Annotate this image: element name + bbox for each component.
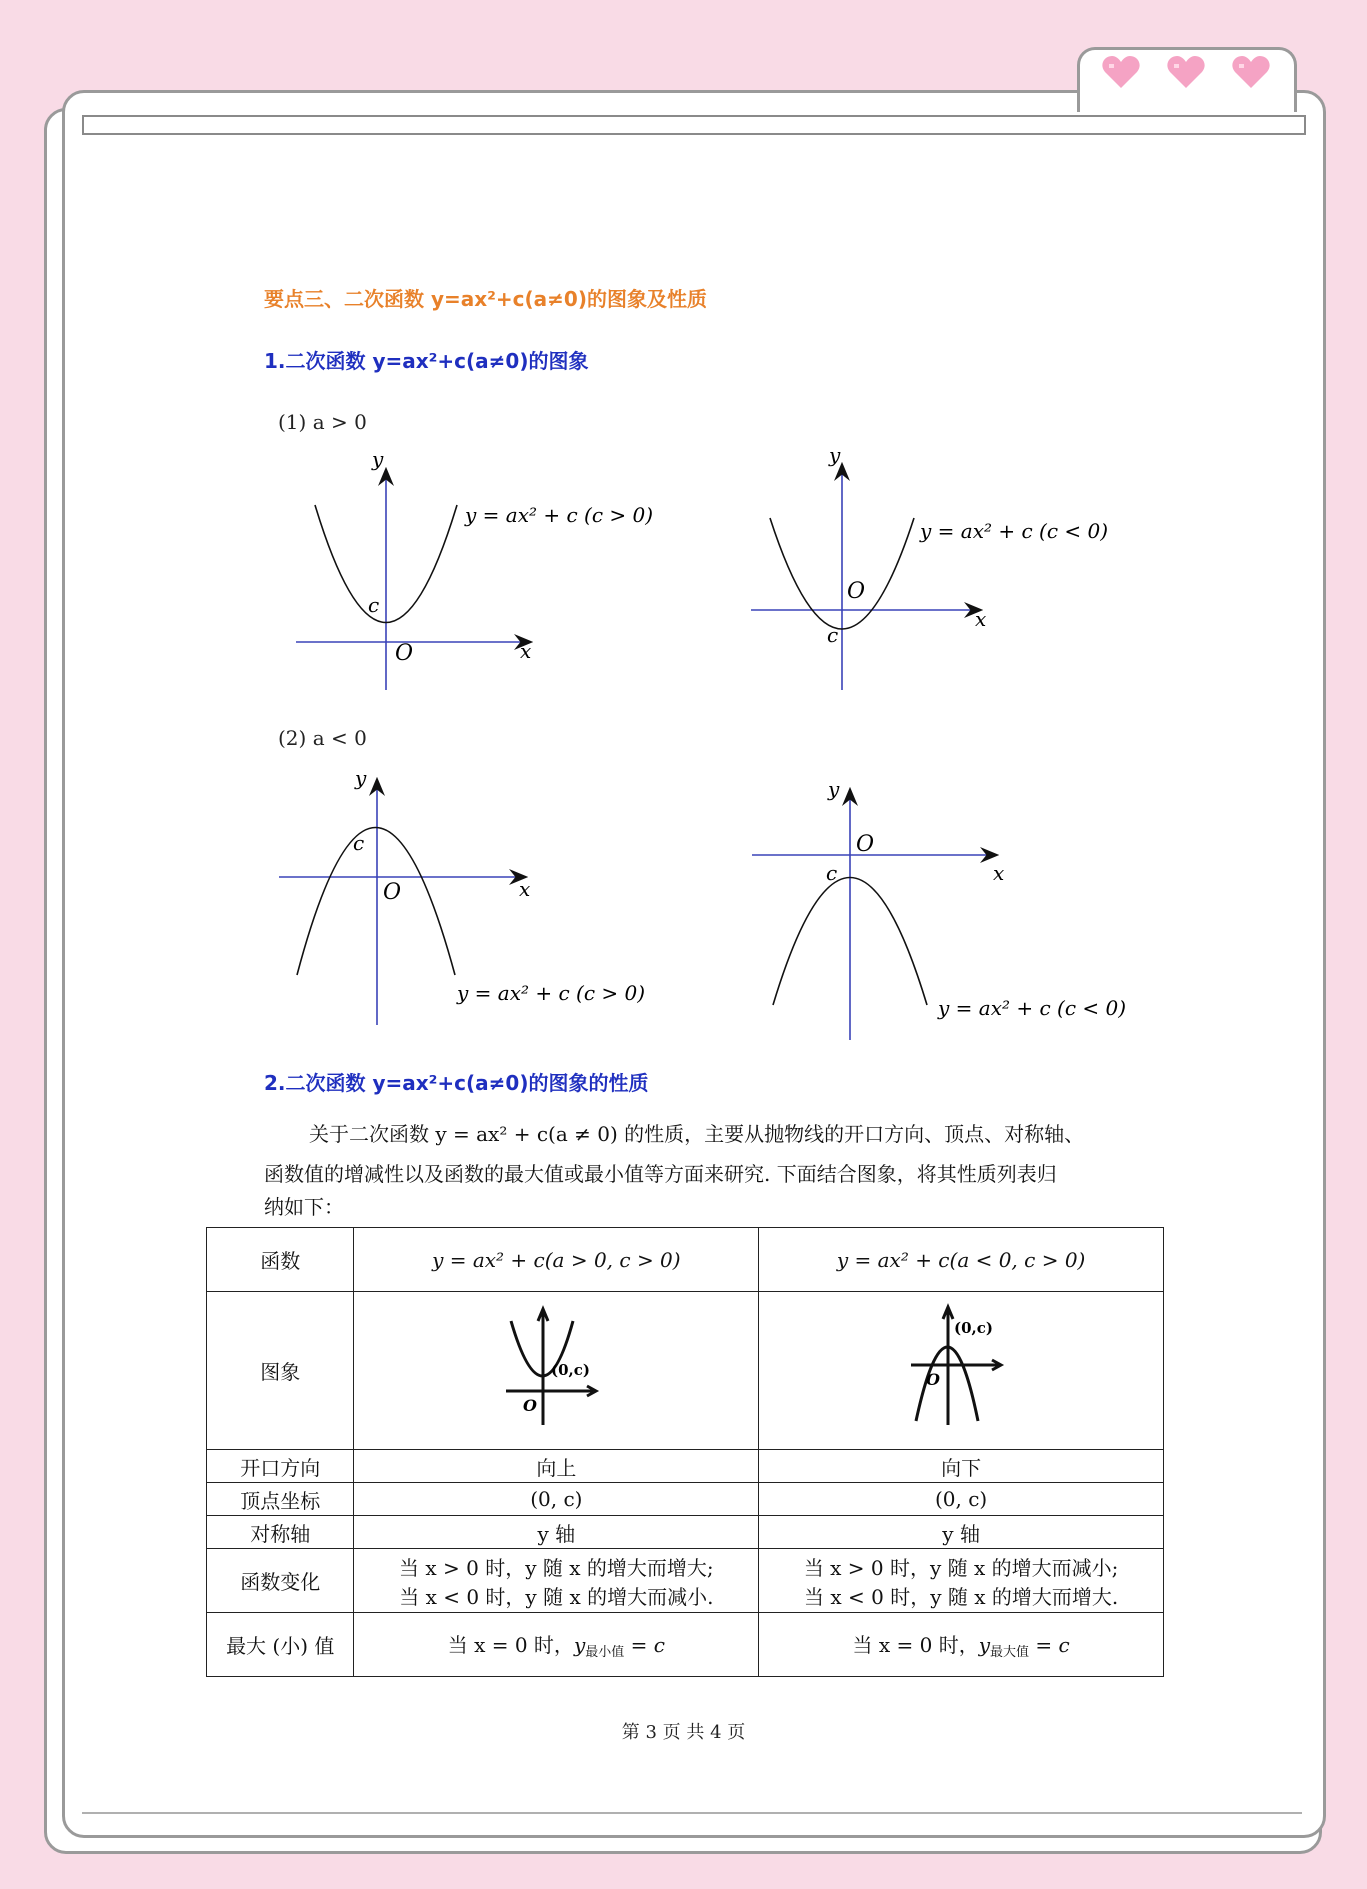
subheading-properties: 2.二次函数 y=ax²+c(a≠0)的图象的性质	[264, 1071, 649, 1095]
c-label: c	[368, 593, 380, 617]
origin-label: O	[395, 641, 414, 666]
paragraph-line: 关于二次函数 y = ax² + c(a ≠ 0) 的性质，主要从抛物线的开口方向、顶点、对称轴、	[309, 1122, 1085, 1146]
table-row	[207, 1228, 1164, 1292]
row-header: 函数变化	[207, 1549, 354, 1613]
case-label-a-positive: (1) a > 0	[278, 410, 367, 434]
table-row	[207, 1450, 1164, 1483]
page-number: 第 3 页 共 4 页	[621, 1722, 746, 1743]
table-cell: y 轴	[354, 1516, 759, 1549]
heart-icon	[1166, 54, 1206, 90]
row-header: 开口方向	[207, 1450, 354, 1483]
cell-text: = c	[624, 1633, 665, 1657]
row-header: 图象	[207, 1292, 354, 1450]
col-header-formula: y = ax² + c(a < 0, c > 0)	[759, 1228, 1164, 1292]
y-axis-label: y	[372, 447, 384, 471]
cell-line: 当 x < 0 时，y 随 x 的增大而增大.	[804, 1584, 1119, 1609]
cell-text: 当 x = 0 时，	[447, 1633, 574, 1657]
subheading-graphs: 1.二次函数 y=ax²+c(a≠0)的图象	[264, 349, 589, 373]
table-cell: 向下	[759, 1450, 1164, 1483]
table-row	[207, 1292, 1164, 1450]
cell-text: = c	[1029, 1633, 1070, 1657]
intro-paragraph	[264, 1114, 1144, 1220]
paragraph-line: 纳如下：	[264, 1195, 344, 1219]
cell-line: 当 x > 0 时，y 随 x 的增大而减小;	[803, 1555, 1119, 1580]
graph-downward-c-negative	[748, 777, 1128, 1045]
y-axis-label: y	[828, 777, 840, 801]
x-axis-label: x	[520, 639, 532, 663]
graph-formula: y = ax² + c (c < 0)	[938, 996, 1127, 1020]
graph-upward-c-positive	[290, 447, 654, 700]
graph-formula: y = ax² + c (c > 0)	[465, 503, 654, 527]
row-header: 函数	[207, 1228, 354, 1292]
row-header: 对称轴	[207, 1516, 354, 1549]
cell-line: 当 x < 0 时，y 随 x 的增大而减小.	[399, 1584, 714, 1609]
x-axis-label: x	[975, 607, 987, 631]
graph-upward-c-negative	[745, 443, 1109, 700]
table-cell: (0, c)	[354, 1483, 759, 1516]
y-axis-label: y	[355, 766, 367, 790]
mini-graph-downward	[906, 1303, 1016, 1433]
point-label: (0,c)	[551, 1361, 591, 1379]
c-label: c	[826, 861, 838, 885]
table-cell: y 轴	[759, 1516, 1164, 1549]
table-row	[207, 1516, 1164, 1549]
properties-table	[206, 1227, 1164, 1677]
cell-text: y	[573, 1633, 586, 1657]
subscript: 最小值	[585, 1645, 625, 1660]
table-row	[207, 1549, 1164, 1613]
table-cell	[759, 1549, 1164, 1613]
table-cell	[354, 1613, 759, 1677]
subscript: 最大值	[990, 1645, 1030, 1660]
point-label: (0,c)	[954, 1319, 994, 1337]
graph-formula: y = ax² + c (c > 0)	[457, 981, 646, 1005]
table-row	[207, 1483, 1164, 1516]
table-row	[207, 1613, 1164, 1677]
bottom-divider	[82, 1812, 1302, 1814]
heart-icon	[1231, 54, 1271, 90]
y-axis-label: y	[829, 443, 841, 467]
graph-formula: y = ax² + c (c < 0)	[920, 519, 1109, 543]
row-header: 最大 (小) 值	[207, 1613, 354, 1677]
table-cell: (0, c)	[759, 1483, 1164, 1516]
cell-line: 当 x > 0 时，y 随 x 的增大而增大;	[399, 1555, 714, 1580]
table-cell	[354, 1549, 759, 1613]
paragraph-line: 函数值的增减性以及函数的最大值或最小值等方面来研究. 下面结合图象，将其性质列表归	[264, 1162, 1057, 1186]
svg-text:O: O	[926, 1370, 941, 1389]
x-axis-label: x	[519, 877, 531, 901]
origin-label: O	[856, 832, 875, 857]
c-label: c	[827, 623, 839, 647]
table-cell	[759, 1613, 1164, 1677]
main-heading: 要点三、二次函数 y=ax²+c(a≠0)的图象及性质	[264, 287, 707, 311]
row-header: 顶点坐标	[207, 1483, 354, 1516]
mini-graph-upward	[501, 1303, 611, 1433]
c-label: c	[353, 831, 365, 855]
table-cell-graph	[354, 1292, 759, 1450]
origin-label: O	[383, 880, 402, 905]
col-header-formula: y = ax² + c(a > 0, c > 0)	[354, 1228, 759, 1292]
cell-text: 当 x = 0 时，	[852, 1633, 979, 1657]
graph-downward-c-positive	[275, 765, 655, 1030]
heart-icon	[1101, 54, 1141, 90]
svg-text:O: O	[523, 1396, 538, 1415]
top-bar	[82, 115, 1306, 135]
table-cell: 向上	[354, 1450, 759, 1483]
cell-text: y	[978, 1633, 991, 1657]
case-label-a-negative: (2) a < 0	[278, 726, 367, 750]
table-cell-graph	[759, 1292, 1164, 1450]
x-axis-label: x	[993, 861, 1005, 885]
origin-label: O	[847, 579, 866, 604]
